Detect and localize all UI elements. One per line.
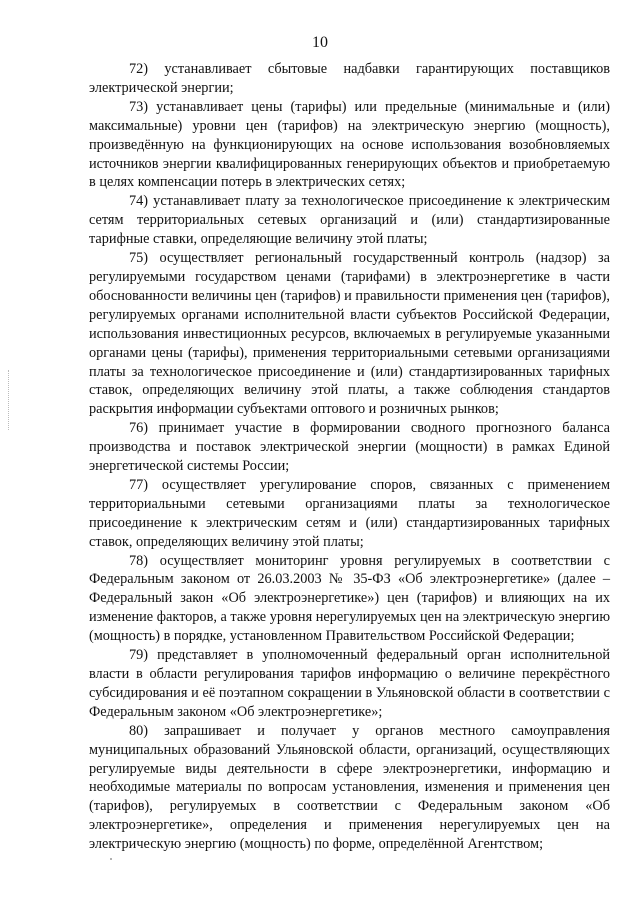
scan-dot [110,858,112,860]
paragraph-76: 76) принимает участие в формировании сводного прогнозного баланса производства и поставок электрической энергии (мощности) в рамках Единой энергетической системы России; [89,420,610,475]
paragraph-79: 79) представляет в уполномоченный федеральный орган исполнительной власти в области регулирования тарифов информацию о величине перекрёстного субсидирования и её поэтапном сокращении в Ульяновской области в соответствии с Федеральным законом «Об электроэнергетике»; [89,647,610,720]
paragraph-78: 78) осуществляет мониторинг уровня регулируемых в соответствии с Федеральным законом от 26.03.2003 № 35-ФЗ «Об электроэнергетике» (далее – Федеральный закон «Об электроэнергетике») цен (тарифов) и влияющих на их изменение факторов, а также уровня нерегулируемых цен на электрическую энергию (мощность) в порядке, установленном Правительством Российской Федерации; [89,552,611,645]
document-body [89,60,610,854]
paragraph-74: 74) устанавливает плату за технологическое присоединение к электрическим сетям территориальных сетевых организаций и (или) стандартизированные тарифные ставки, определяющие величину этой платы; [89,193,610,248]
margin-marks [8,370,13,430]
paragraph-77: 77) осуществляет урегулирование споров, связанных с применением территориальными сетевыми организациями платы за технологическое присоединение к электрическим сетям и (или) стандартизированных тарифных ставок, определяющих величину этой платы; [89,476,610,550]
paragraph-72: 72) устанавливает сбытовые надбавки гарантирующих поставщиков электрической энергии; [89,61,610,96]
paragraph-75: 75) осуществляет региональный государственный контроль (надзор) за регулируемыми государством ценами (тарифами) в электроэнергетике в части обоснованности величины цен (тарифов) и правильности применения цен (тарифов), регулируемых органами исполнительной власти субъектов Российской Федерации, использования инвестиционных ресурсов, включаемых в регулируемые указанными органами цены (тарифы), применения территориальными сетевыми организациями платы за технологическое присоединение и (или) стандартизированных тарифных ставок, определяющих величину этой платы, а также соблюдения стандартов раскрытия информации субъектами оптового и розничных рынков; [89,250,610,418]
page-number: 10 [312,34,328,51]
paragraph-73: 73) устанавливает цены (тарифы) или предельные (минимальные и (или) максимальные) уровни цен (тарифов) на электрическую энергию (мощность), произведённую на функционирующих на основе использования возобновляемых источников энергии квалифицированных генерирующих объектов и приобретаемую в целях компенсации потерь в электрических сетях; [89,98,610,191]
paragraph-80: 80) запрашивает и получает у органов местного самоуправления муниципальных образований Ульяновской области, организаций, осуществляющих регулируемые виды деятельности в сфере электроэнергетики, информацию и необходимые материалы по вопросам установления, изменения и применения цен (тарифов), регулируемых в соответствии с Федеральным законом «Об электроэнергетике», определения и применения нерегулируемых цен на электрическую энергию (мощность) по форме, определённой Агентством; [89,722,610,853]
